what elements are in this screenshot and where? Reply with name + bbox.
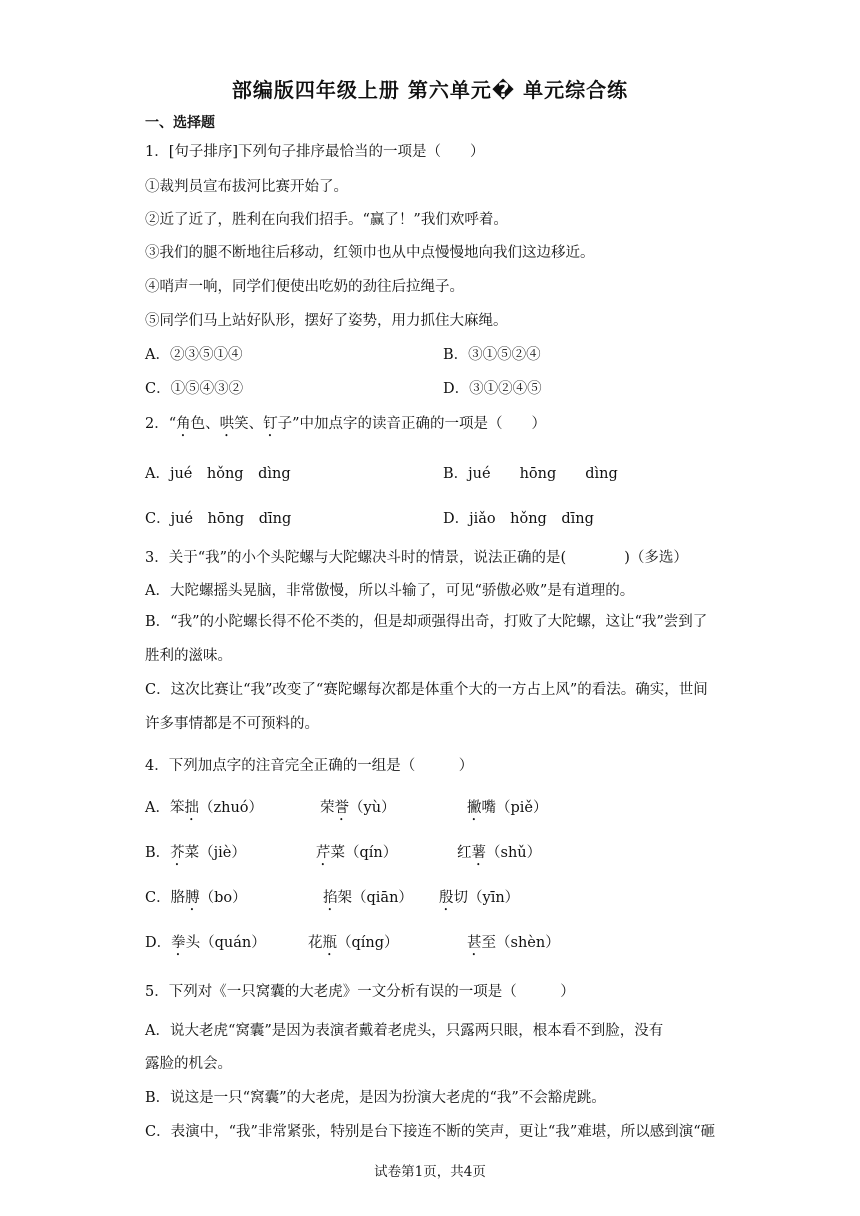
q5-option-b[interactable]: B．说这是一只“窝囊”的大老虎，是因为扮演大老虎的“我”不会豁虎跳。: [145, 1090, 606, 1106]
q1-stem: 1．[句子排序]下列句子排序最恰当的一项是（ ）: [145, 144, 485, 160]
q4-b-text-1: B．: [145, 845, 171, 861]
q3-option-c[interactable]: C．这次比赛让“我”改变了“赛陀螺每次都是体重个大的一方占上风”的看法。确实，世间许多事情都是不可预料的。: [145, 682, 708, 732]
q4-d-word-1: [145, 935, 266, 951]
q4-b-pinyin-2: （qín）: [345, 845, 398, 861]
q4-a-text-1: A．笨: [145, 800, 185, 816]
q4-c-dotted-2: 掐: [323, 890, 338, 906]
q2-stem-prefix: 2．“: [145, 416, 177, 432]
q4-d-text-1: D．: [145, 935, 172, 951]
q2-stem: [145, 412, 546, 440]
q1-sentence-5: ⑤同学们马上站好队形，摆好了姿势，用力抓住大麻绳。: [145, 313, 508, 329]
q4-c-dotted-1: 膊: [185, 890, 200, 906]
q2-dotted-char-2: 哄: [219, 416, 235, 432]
q1-option-c[interactable]: C．①⑤④③②: [145, 381, 244, 397]
q4-a-pinyin-3: （piě）: [496, 800, 548, 816]
q2-options-row-1: [145, 462, 715, 483]
q4-a-pinyin-1: （zhuó）: [198, 800, 264, 816]
q4-a-text-2: 荣: [320, 800, 335, 816]
q4-d-pinyin-2: （qíng）: [337, 935, 399, 951]
q4-a-word-1: [145, 800, 263, 816]
q4-d-dotted-1: 拳: [171, 935, 186, 951]
q4-b-dotted-3: 薯: [471, 845, 486, 861]
q4-c-pinyin-3: （yīn）: [468, 890, 520, 906]
q4-d-text-2: 花: [308, 935, 323, 951]
q4-c-word-3: [439, 886, 519, 914]
q2-dotted-char-1: 角: [176, 416, 191, 432]
q1-sentence-4: ④哨声一响，同学们便使出吃奶的劲往后拉绳子。: [145, 279, 464, 295]
q2-option-d[interactable]: D．jiǎo hǒng dīng: [443, 511, 594, 527]
q2-stem-text-1: 色、: [190, 416, 220, 432]
q1-option-b[interactable]: B．③①⑤②④: [443, 347, 541, 363]
q4-d-word-3: [467, 931, 560, 959]
q4-b-word-2: [316, 841, 397, 869]
q2-stem-text-3: 子”中加点字的读音正确的一项是（ ）: [277, 416, 547, 432]
q2-option-b[interactable]: B．jué hōng dìng: [443, 466, 618, 482]
q4-option-b[interactable]: [145, 841, 715, 869]
q4-d-dotted-2: 瓶: [322, 935, 337, 951]
q4-b-text-1b: 菜: [184, 845, 200, 861]
page-title: 部编版四年级上册 第六单元� 单元综合练: [231, 78, 629, 102]
q4-d-word-2: [308, 931, 399, 959]
q1-option-a[interactable]: A．②③⑤①④: [145, 347, 243, 363]
q2-dotted-char-3: 钉: [263, 416, 278, 432]
q4-b-word-1: [145, 845, 246, 861]
q4-a-pinyin-2: （yù）: [349, 800, 396, 816]
q5-stem: 5．下列对《一只窝囊的大老虎》一文分析有误的一项是（ ）: [145, 984, 575, 1000]
q4-c-text-1: C．胳: [145, 890, 186, 906]
q3-option-a[interactable]: A．大陀螺摇头晃脑，非常傲慢，所以斗输了，可见“骄傲必败”是有道理的。: [145, 583, 635, 599]
q2-option-a[interactable]: A．jué hǒng dìng: [145, 466, 291, 482]
q4-stem: 4．下列加点字的注音完全正确的一组是（ ）: [145, 758, 474, 774]
q4-b-dotted-2: 芹: [316, 845, 331, 861]
q4-a-dotted-2: 誉: [334, 800, 349, 816]
page-footer: 试卷第1页，共4页: [374, 1164, 486, 1180]
q4-b-pinyin-3: （shǔ）: [486, 845, 542, 861]
q4-d-text-1b: 头: [185, 935, 201, 951]
q4-c-pinyin-1: （bo）: [199, 890, 247, 906]
q1-sentence-1: ①裁判员宣布拔河比赛开始了。: [145, 179, 348, 195]
q1-options-row-2: [145, 377, 715, 398]
q4-b-dotted-1: 芥: [170, 845, 185, 861]
q4-a-word-2: [320, 796, 396, 824]
q4-option-c[interactable]: [145, 886, 715, 914]
q4-a-word-3: [467, 796, 548, 824]
q3-stem: 3．关于“我”的小个头陀螺与大陀螺决斗时的情景，说法正确的是( )（多选）: [145, 550, 688, 566]
q4-b-text-3: 红: [457, 845, 472, 861]
q4-d-dotted-3: 甚: [467, 935, 482, 951]
q1-option-d[interactable]: D．③①②④⑤: [443, 381, 542, 397]
q4-c-dotted-3: 殷: [439, 890, 454, 906]
q4-c-pinyin-2: （qiān）: [352, 890, 413, 906]
q4-d-pinyin-3: （shèn）: [496, 935, 560, 951]
q4-b-word-3: [457, 841, 541, 869]
q5-option-c[interactable]: C．表演中，“我”非常紧张，特别是台下接连不断的笑声，更让“我”难堪，所以感到演“砸: [145, 1124, 716, 1140]
q1-sentence-3: ③我们的腿不断地往后移动，红领巾也从中点慢慢地向我们这边移近。: [145, 245, 595, 261]
q4-c-text-2: 架: [337, 890, 352, 906]
q5-option-a-line-2[interactable]: 露脸的机会。: [145, 1056, 232, 1072]
q4-option-a[interactable]: [145, 796, 715, 824]
q4-d-text-3: 至: [481, 935, 496, 951]
q4-b-pinyin-1: （jiè）: [199, 845, 246, 861]
section-heading: 一、选择题: [145, 115, 215, 131]
q4-c-word-2: [323, 886, 413, 914]
q4-c-text-3: 切: [453, 890, 468, 906]
q4-a-dotted-1: 拙: [184, 800, 199, 816]
q2-stem-text-2: 笑、: [234, 416, 264, 432]
q5-option-a-line-1[interactable]: A．说大老虎“窝囊”是因为表演者戴着老虎头，只露两只眼，根本看不到脸，没有: [145, 1023, 664, 1039]
q4-b-text-2: 菜: [330, 845, 345, 861]
q4-d-pinyin-1: （quán）: [200, 935, 266, 951]
q1-sentence-2: ②近了近了，胜利在向我们招手。“赢了！”我们欢呼着。: [145, 212, 508, 228]
q2-option-c[interactable]: C．jué hōng dīng: [145, 511, 292, 527]
q4-a-text-3: 嘴: [481, 800, 496, 816]
q4-c-word-1: [145, 890, 247, 906]
q2-options-row-2: [145, 507, 715, 528]
q4-option-d[interactable]: [145, 931, 715, 959]
q3-option-b[interactable]: B．“我”的小陀螺长得不伦不类的，但是却顽强得出奇，打败了大陀螺，这让“我”尝到了胜利的滋味。: [145, 614, 708, 664]
q4-a-dotted-3: 撇: [467, 800, 482, 816]
q1-options-row-1: [145, 343, 715, 364]
